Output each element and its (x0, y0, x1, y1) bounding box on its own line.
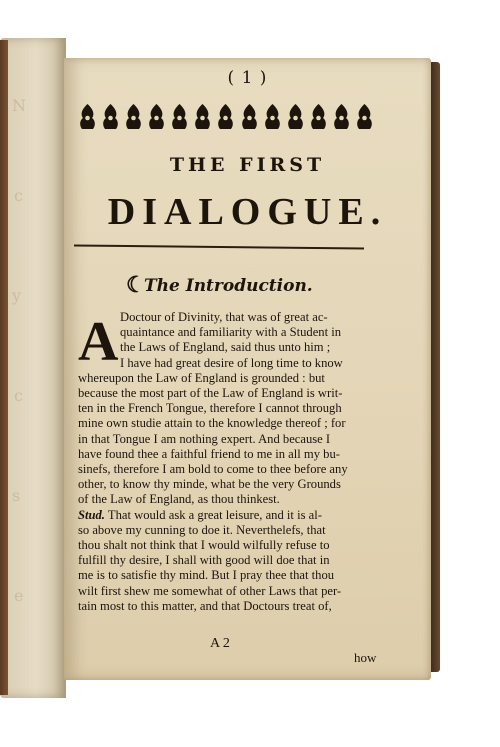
text-line: of the Law of England, as thou thinkest. (78, 492, 280, 507)
left-page-edge (0, 38, 66, 698)
left-page-ghost-glyph: e (14, 586, 24, 605)
text-line: the Laws of England, said thus unto him ; (120, 340, 331, 355)
fleuron-icon (216, 103, 235, 131)
text-line: quaintance and familiarity with a Student in (120, 325, 342, 340)
text-line: me is to satisfie thy mind. But I pray thee that thou (78, 568, 335, 583)
text-line: other, to know thy minde, what be the very Grounds (78, 477, 341, 492)
section-heading-introduction: The Introduction. (144, 276, 313, 296)
fleuron-icon (355, 103, 374, 131)
horizontal-rule (74, 244, 364, 249)
left-page-ghost-glyph: c (14, 386, 23, 405)
text-line: I have had great desire of long time to know (120, 355, 343, 370)
text-line: ten in the French Tongue, therefore I cannot through (78, 401, 342, 416)
speaker-label: Stud. (78, 507, 105, 522)
fleuron-icon (147, 103, 166, 131)
text-line: in that Tongue I am nothing expert. And because I (78, 431, 331, 446)
right-cover-edge (430, 62, 440, 672)
text-line-speaker (78, 508, 378, 523)
left-page-ghost-glyph: s (12, 486, 21, 505)
fleuron-icon (78, 103, 97, 131)
fleuron-icon (263, 103, 282, 131)
fleuron-icon (286, 103, 305, 131)
text-line: mine own studie attain to the knowledge thereof ; for (78, 416, 346, 431)
body-text (78, 310, 378, 614)
text-line: thou shalt not think that I would wilfully refuse to (78, 538, 330, 553)
text-line: so above my cunning to doe it. Neverthelefs, that (78, 522, 326, 537)
text-line-fragment: That would ask a great leisure, and it is al- (107, 507, 322, 522)
text-line: Doctour of Divinity, that was of great ac- (120, 310, 328, 324)
fleuron-icon (240, 103, 259, 131)
book-page (64, 58, 431, 680)
drop-cap: A (78, 311, 119, 373)
crescent-mark-icon: ☾ (126, 272, 146, 298)
fleuron-icon (332, 103, 351, 131)
signature-mark: A 2 (210, 636, 230, 651)
heading-dialogue: DIALOGUE. (107, 191, 388, 233)
fleuron-icon (170, 103, 189, 131)
fleuron-icon (193, 103, 212, 131)
printers-ornament-band (78, 100, 374, 134)
text-line: because the most part of the Law of England is writ- (78, 386, 343, 401)
text-line: sinefs, therefore I am bold to come to thee before any (78, 462, 348, 477)
left-page-ghost-glyph: y (12, 286, 22, 305)
page-number: ( 1 ) (227, 68, 268, 88)
left-cover-edge (0, 40, 8, 695)
heading-the-first: THE FIRST (169, 154, 326, 176)
fleuron-icon (101, 103, 120, 131)
text-line: tain most to this matter, and that Doctours treat of, (78, 598, 332, 613)
text-line: have found thee a faithful friend to me in all my bu- (78, 446, 340, 461)
fleuron-icon (309, 103, 328, 131)
text-line: whereupon the Law of England is grounded : but (78, 370, 325, 385)
catchword: how (354, 650, 377, 665)
text-line: wilt first shew me somewhat of other Laws that per- (78, 583, 342, 598)
left-page-ghost-glyph: c (14, 186, 23, 205)
left-page-ghost-glyph: N (12, 96, 26, 115)
fleuron-icon (124, 103, 143, 131)
text-line: fulfill thy desire, I shall with good will doe that in (78, 553, 330, 568)
